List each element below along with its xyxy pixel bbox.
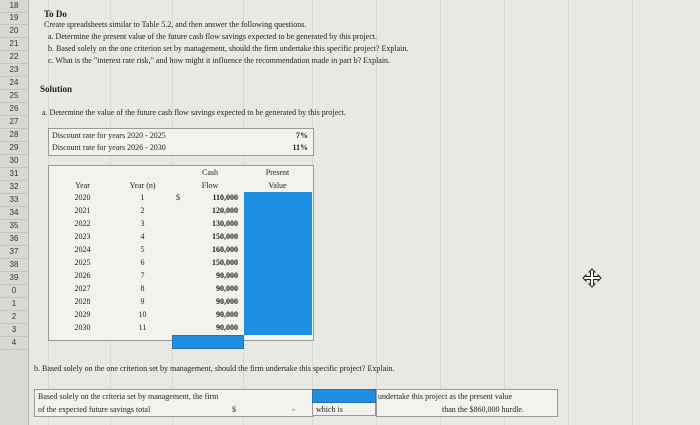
year-n-cell[interactable]: 11 — [138, 323, 147, 332]
year-n-cell[interactable]: 9 — [140, 297, 145, 306]
header-flow: Flow — [201, 181, 219, 190]
header-year-n: Year (n) — [129, 181, 156, 190]
discount-rate-1-value[interactable]: 7% — [296, 131, 308, 140]
row-number[interactable]: 23 — [0, 64, 28, 77]
currency-symbol: $ — [176, 193, 180, 202]
header-year: Year — [75, 181, 90, 190]
row-number[interactable]: 38 — [0, 259, 28, 272]
year-cell[interactable]: 2020 — [74, 193, 91, 202]
discount-rate-2-value[interactable]: 11% — [292, 143, 308, 152]
year-n-cell[interactable]: 2 — [140, 206, 145, 215]
cash-flow-cell[interactable]: 90,000 — [216, 271, 238, 280]
part-b-line2: of the expected future savings total — [38, 405, 151, 414]
column-line — [632, 0, 633, 425]
undertake-decision-input[interactable] — [312, 389, 376, 403]
year-cell[interactable]: 2029 — [74, 310, 91, 319]
cash-flow-cell[interactable]: 90,000 — [216, 297, 238, 306]
row-number[interactable]: 30 — [0, 155, 28, 168]
row-number[interactable]: 28 — [0, 129, 28, 142]
part-b-right2: than the $860,000 hurdle. — [442, 405, 524, 414]
part-b-right1: undertake this project as the present value — [378, 392, 513, 401]
header-value: Value — [268, 181, 287, 190]
row-number[interactable]: 1 — [0, 298, 28, 311]
which-is-label: which is — [316, 405, 343, 414]
year-cell[interactable]: 2026 — [74, 271, 91, 280]
part-b-question: b. Based solely on the one criterion set by management, should the firm undertake this specific project? Explain. — [34, 364, 395, 373]
row-number[interactable]: 24 — [0, 77, 28, 90]
year-n-cell[interactable]: 7 — [140, 271, 145, 280]
year-cell[interactable]: 2025 — [74, 258, 91, 267]
present-value-input-column[interactable] — [244, 192, 312, 335]
present-value-total-input[interactable] — [172, 335, 244, 349]
row-number[interactable]: 19 — [0, 12, 28, 25]
year-n-cell[interactable]: 8 — [140, 284, 145, 293]
column-line — [568, 0, 569, 425]
year-cell[interactable]: 2028 — [74, 297, 91, 306]
row-number[interactable]: 26 — [0, 103, 28, 116]
header-present: Present — [265, 168, 290, 177]
year-cell[interactable]: 2027 — [74, 284, 91, 293]
year-cell[interactable]: 2021 — [74, 206, 91, 215]
row-number[interactable]: 21 — [0, 38, 28, 51]
solution-title: Solution — [40, 84, 73, 94]
column-line — [504, 0, 505, 425]
part-b-line1: Based solely on the criteria set by management, the firm — [38, 392, 219, 401]
year-n-cell[interactable]: 3 — [140, 219, 145, 228]
year-cell[interactable]: 2022 — [74, 219, 91, 228]
year-n-cell[interactable]: 4 — [140, 232, 145, 241]
year-cell[interactable]: 2024 — [74, 245, 91, 254]
row-number[interactable]: 36 — [0, 233, 28, 246]
cash-flow-cell[interactable]: 110,000 — [212, 193, 238, 202]
row-number[interactable]: 33 — [0, 194, 28, 207]
year-n-cell[interactable]: 5 — [140, 245, 145, 254]
todo-item-b: b. Based solely on the one criterion set by management, should the firm undertake this specific project? Explain. — [48, 44, 409, 53]
row-number[interactable]: 22 — [0, 51, 28, 64]
todo-title: To Do — [44, 9, 67, 19]
move-cross-icon — [582, 268, 602, 288]
year-cell[interactable]: 2023 — [74, 232, 91, 241]
discount-rate-2-label: Discount rate for years 2026 - 2030 — [52, 143, 166, 152]
row-number[interactable]: 35 — [0, 220, 28, 233]
row-number[interactable]: 3 — [0, 324, 28, 337]
row-number[interactable]: 2 — [0, 311, 28, 324]
cash-flow-cell[interactable]: 160,000 — [212, 245, 238, 254]
row-number[interactable]: 39 — [0, 272, 28, 285]
row-number[interactable]: 0 — [0, 285, 28, 298]
discount-rate-1-label: Discount rate for years 2020 - 2025 — [52, 131, 166, 140]
year-n-cell[interactable]: 6 — [140, 258, 145, 267]
row-number[interactable]: 20 — [0, 25, 28, 38]
year-n-cell[interactable]: 1 — [140, 193, 145, 202]
row-number[interactable]: 32 — [0, 181, 28, 194]
year-cell[interactable]: 2030 — [74, 323, 91, 332]
cash-flow-cell[interactable]: 90,000 — [216, 323, 238, 332]
cash-flow-cell[interactable]: 150,000 — [212, 232, 238, 241]
row-number[interactable]: 25 — [0, 90, 28, 103]
row-number[interactable]: 29 — [0, 142, 28, 155]
cash-flow-cell[interactable]: 130,000 — [212, 219, 238, 228]
cash-flow-cell[interactable]: 120,000 — [212, 206, 238, 215]
column-line — [440, 0, 441, 425]
row-number[interactable]: 27 — [0, 116, 28, 129]
part-b-currency: $ — [232, 405, 236, 414]
cash-flow-cell[interactable]: 90,000 — [216, 284, 238, 293]
todo-intro: Create spreadsheets similar to Table 5.2, and then answer the following questions. — [44, 20, 307, 29]
solution-part-a-label: a. Determine the value of the future cash flow savings expected to be generated by this project. — [42, 108, 346, 117]
cash-flow-cell[interactable]: 90,000 — [216, 310, 238, 319]
todo-item-c: c. What is the "interest rate risk," and how might it influence the recommendation made in part b? Explain. — [48, 56, 391, 65]
row-header-gutter — [0, 0, 29, 425]
row-number[interactable]: 34 — [0, 207, 28, 220]
part-b-dash: - — [292, 405, 295, 414]
cash-flow-cell[interactable]: 150,000 — [212, 258, 238, 267]
row-number[interactable]: 31 — [0, 168, 28, 181]
todo-item-a: a. Determine the present value of the future cash flow savings expected to be generated by this project. — [48, 32, 377, 41]
header-cash: Cash — [202, 168, 218, 177]
row-number[interactable]: 18 — [0, 0, 28, 13]
row-number[interactable]: 37 — [0, 246, 28, 259]
row-number[interactable]: 4 — [0, 337, 28, 350]
year-n-cell[interactable]: 10 — [138, 310, 147, 319]
